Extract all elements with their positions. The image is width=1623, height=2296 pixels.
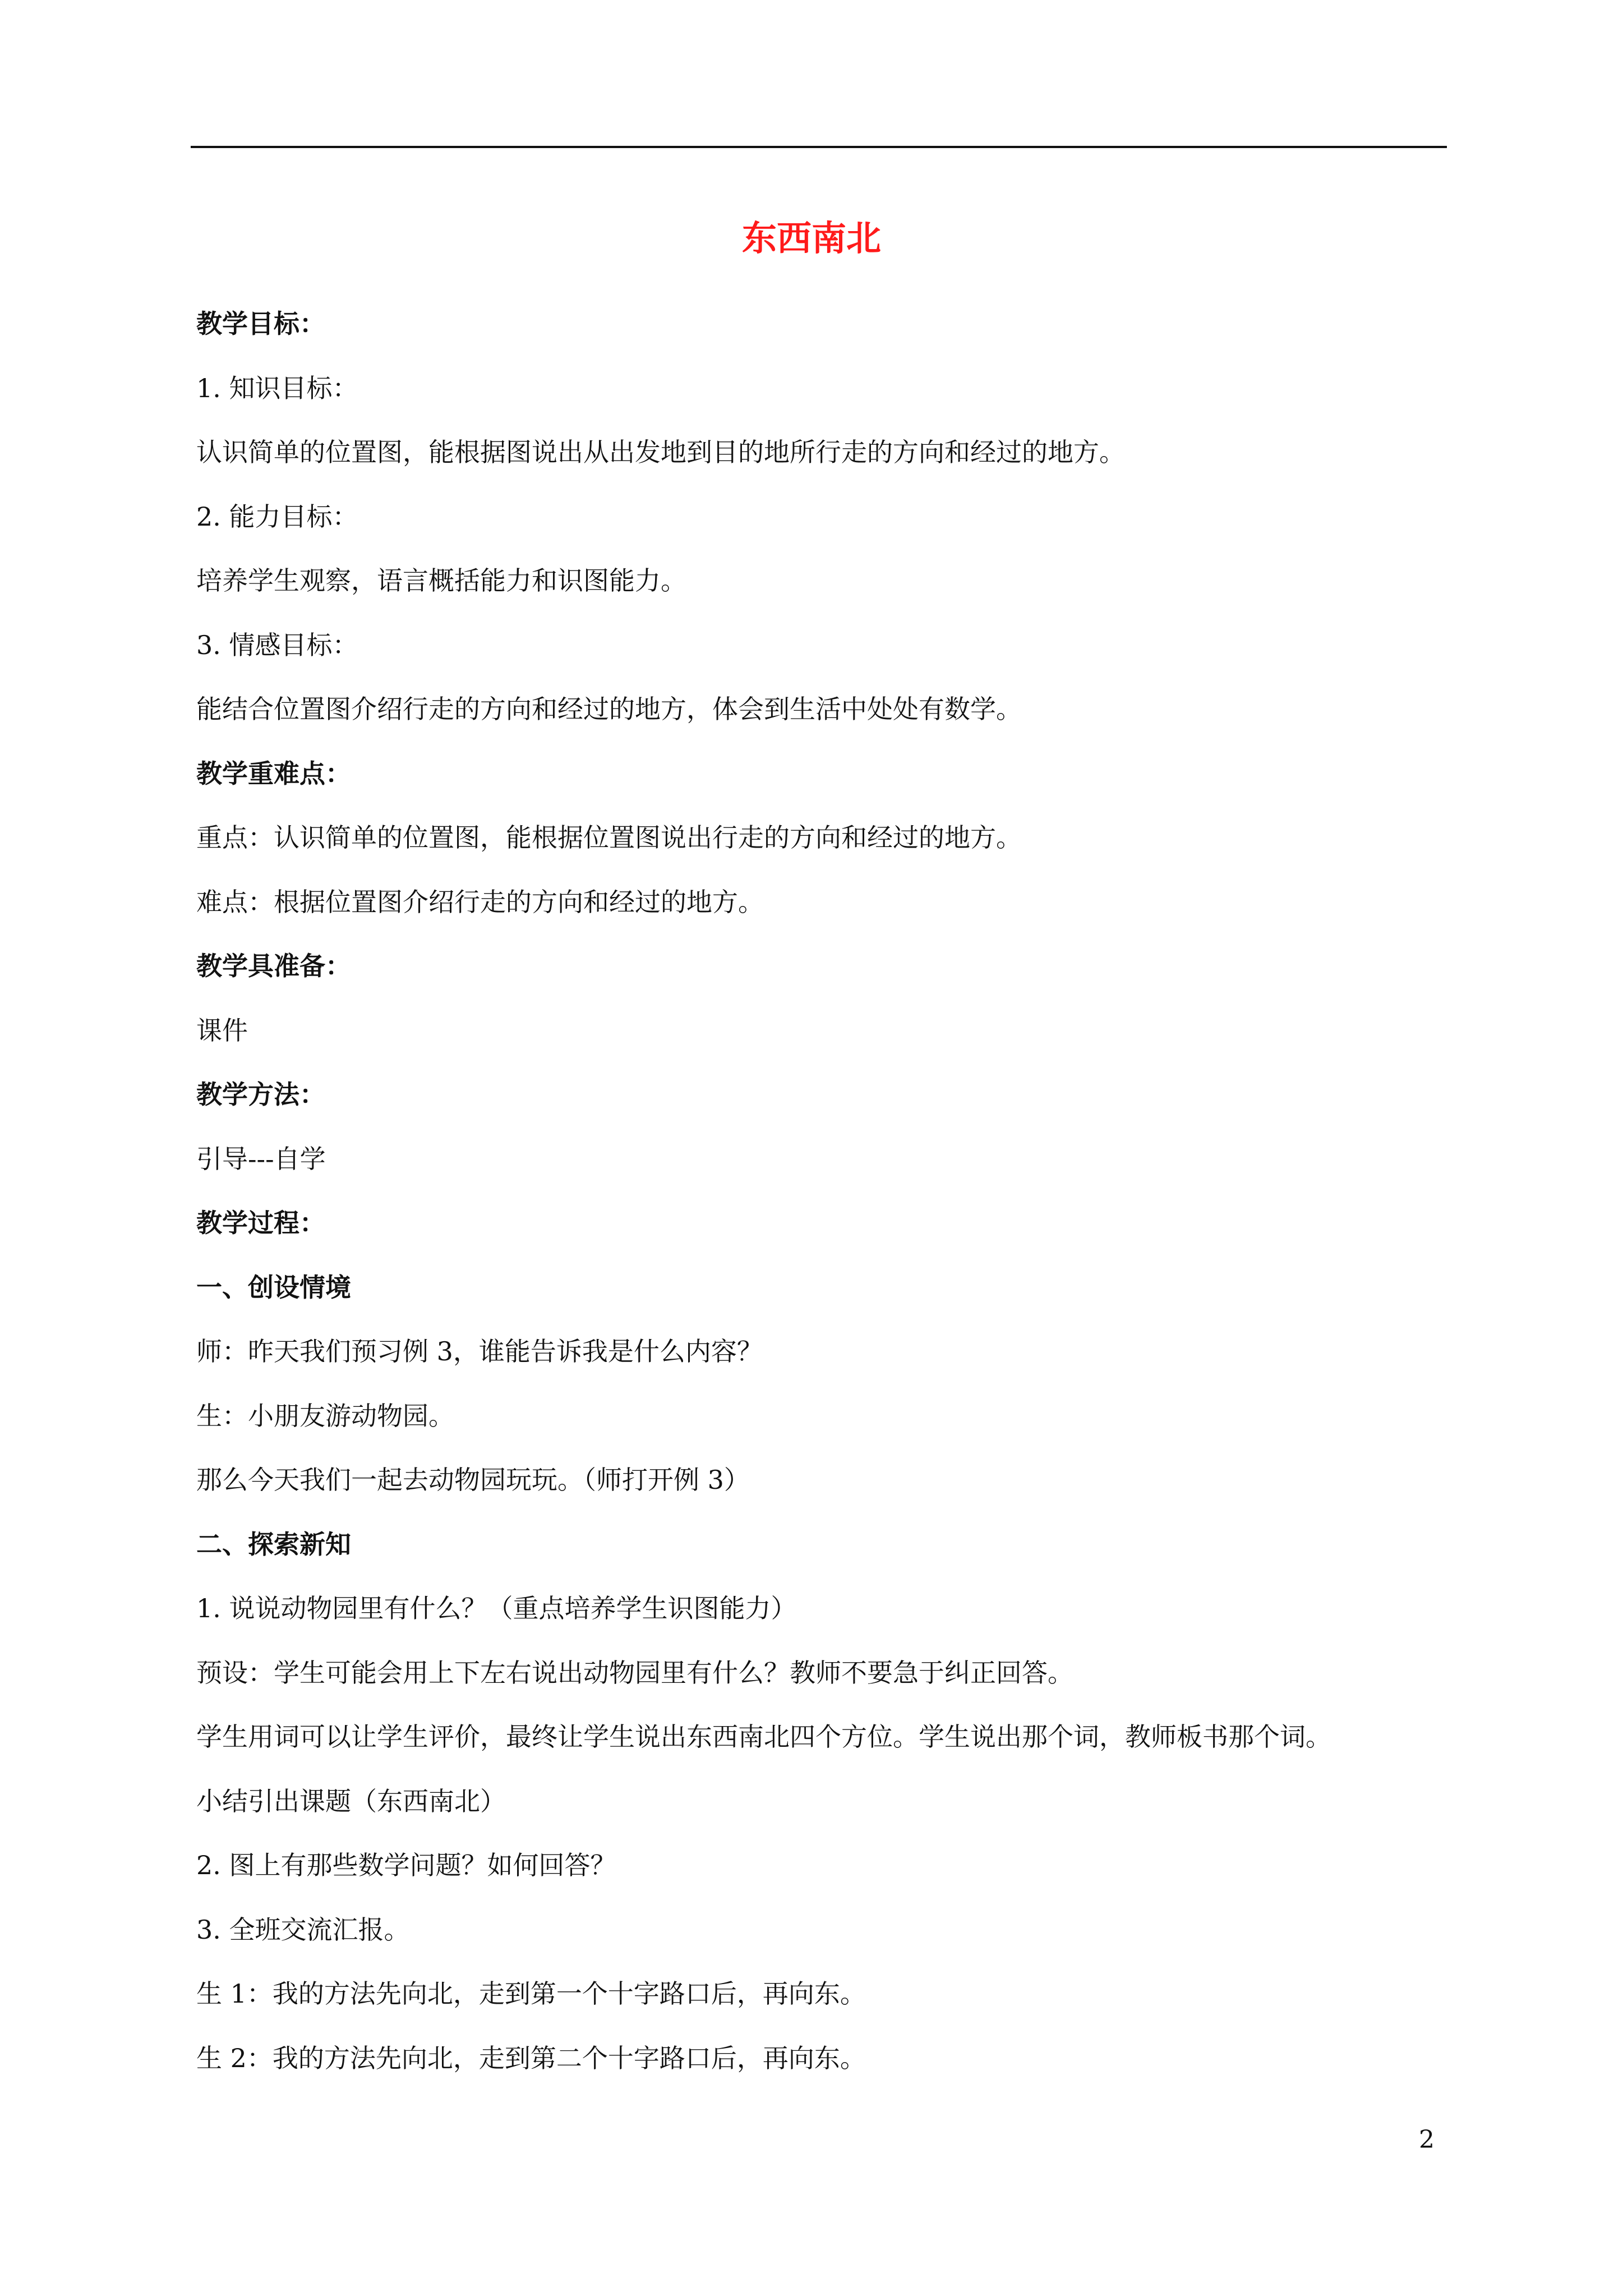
document-title: 东西南北 — [741, 218, 881, 259]
paragraph-line: 生：小朋友游动物园。 — [196, 1400, 454, 1431]
paragraph-line: 引导---自学 — [196, 1143, 326, 1174]
section-heading: 教学具准备： — [196, 951, 351, 981]
page-number: 2 — [1419, 2125, 1435, 2154]
paragraph-line: 能结合位置图介绍行走的方向和经过的地方，体会到生活中处处有数学。 — [196, 694, 1022, 724]
paragraph-line: 培养学生观察，语言概括能力和识图能力。 — [196, 565, 686, 596]
paragraph-line: 师：昨天我们预习例 3，谁能告诉我是什么内容？ — [196, 1336, 763, 1366]
paragraph-line: 难点：根据位置图介绍行走的方向和经过的地方。 — [196, 886, 764, 917]
paragraph-line: 2. 图上有那些数学问题？如何回答？ — [196, 1850, 616, 1880]
section-heading: 二、探索新知 — [196, 1529, 351, 1559]
section-heading: 教学过程： — [196, 1208, 325, 1238]
paragraph-line: 1. 知识目标： — [196, 372, 358, 403]
paragraph-line: 小结引出课题（东西南北） — [196, 1786, 506, 1816]
document-body — [196, 292, 1458, 2090]
paragraph-line: 2. 能力目标： — [196, 501, 358, 532]
paragraph-line: 3. 情感目标： — [196, 629, 358, 660]
paragraph-line: 生 1：我的方法先向北，走到第一个十字路口后，再向东。 — [196, 1978, 866, 2009]
section-heading: 教学方法： — [196, 1079, 325, 1110]
paragraph-line: 学生用词可以让学生评价，最终让学生说出东西南北四个方位。学生说出那个词，教师板书那个词。 — [196, 1722, 1331, 1752]
header-rule — [191, 146, 1447, 148]
paragraph-line: 生 2：我的方法先向北，走到第二个十字路口后，再向东。 — [196, 2042, 866, 2073]
section-heading: 教学重难点： — [196, 758, 351, 789]
paragraph-line: 3. 全班交流汇报。 — [196, 1914, 410, 1945]
paragraph-line: 1. 说说动物园里有什么？（重点培养学生识图能力） — [196, 1593, 797, 1623]
paragraph-line: 认识简单的位置图，能根据图说出从出发地到目的地所行走的方向和经过的地方。 — [196, 437, 1125, 467]
section-heading: 一、创设情境 — [196, 1272, 351, 1303]
paragraph-line: 重点：认识简单的位置图，能根据位置图说出行走的方向和经过的地方。 — [196, 822, 1022, 853]
paragraph-line: 那么今天我们一起去动物园玩玩。（师打开例 3） — [196, 1465, 750, 1495]
paragraph-line: 预设：学生可能会用上下左右说出动物园里有什么？教师不要急于纠正回答。 — [196, 1657, 1073, 1688]
section-heading: 教学目标： — [196, 309, 325, 339]
paragraph-line: 课件 — [196, 1015, 248, 1046]
